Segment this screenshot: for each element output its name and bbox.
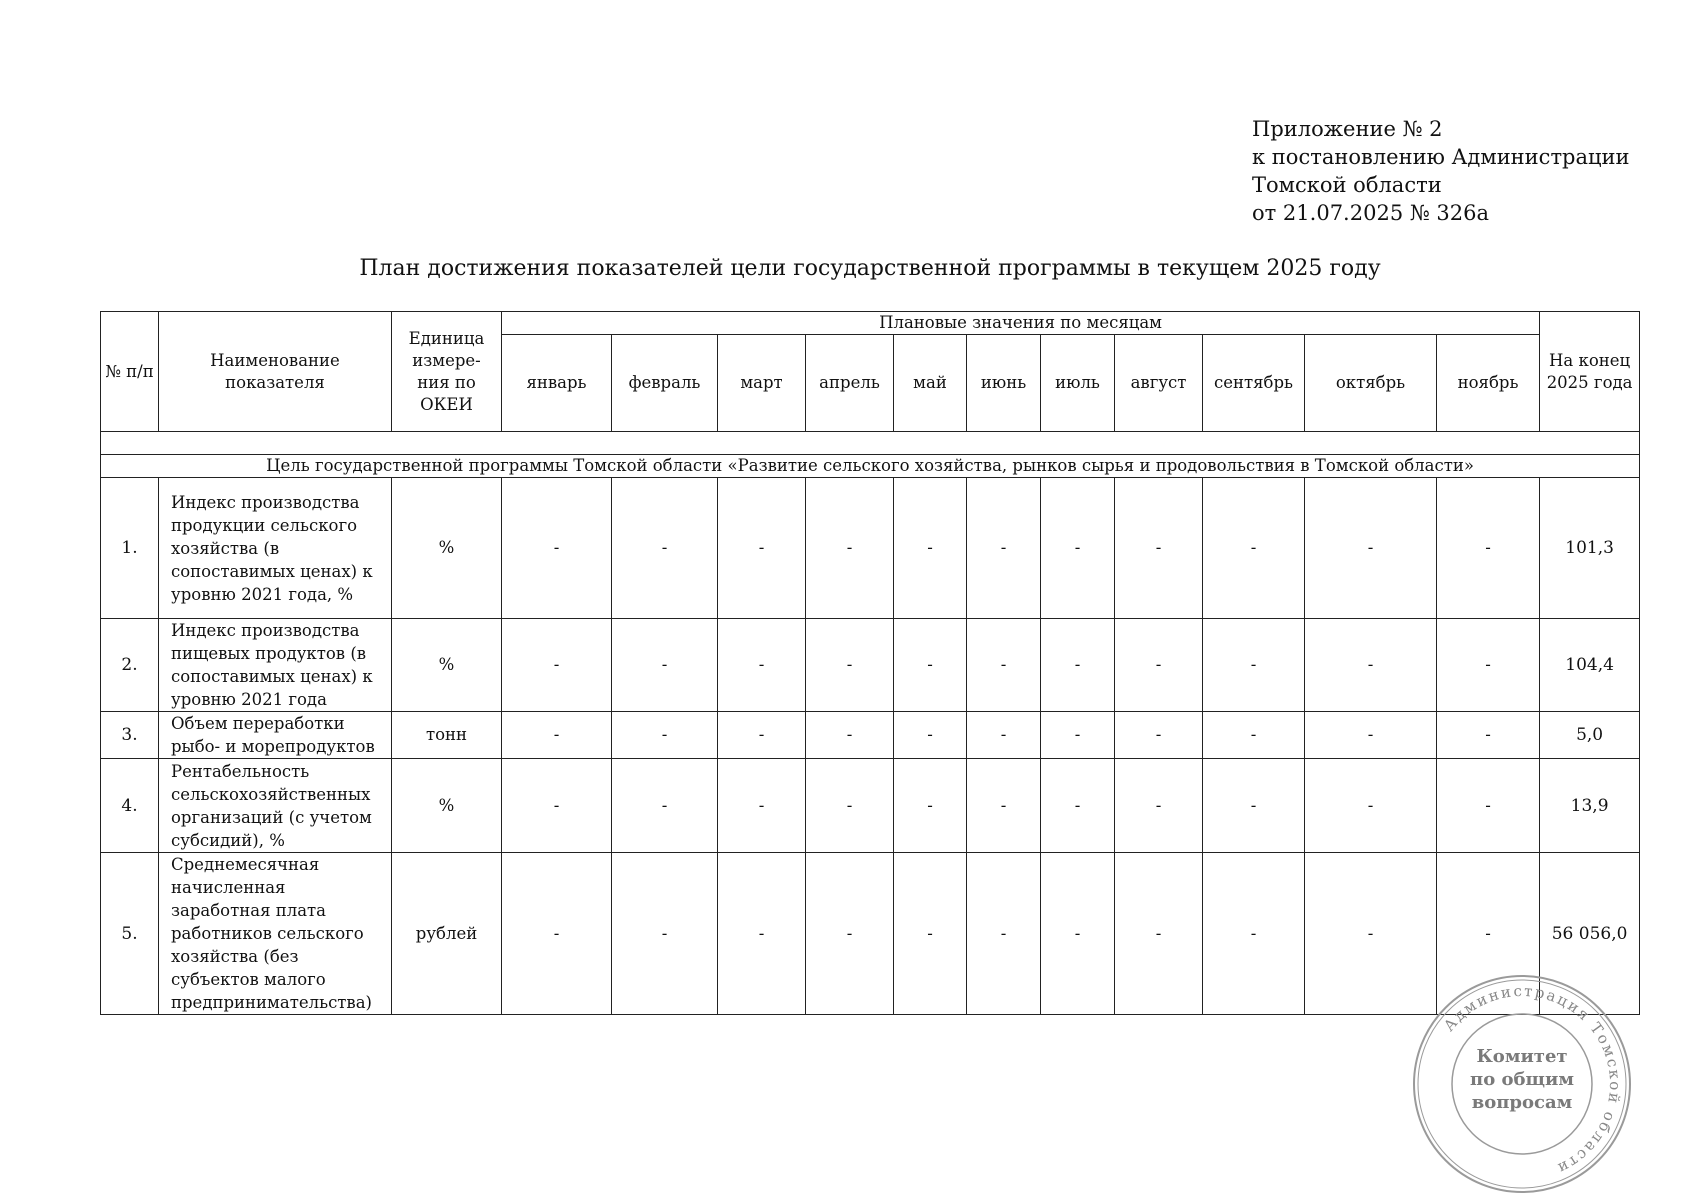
month-value: -: [967, 478, 1041, 619]
month-value: -: [1305, 853, 1437, 1015]
month-value: -: [806, 478, 894, 619]
month-value: -: [502, 478, 612, 619]
indicator-name: Индекс производства пищевых продуктов (в сопоставимых ценах) к уровню 2021 года: [159, 619, 392, 712]
table-row: [101, 619, 1640, 712]
unit-cell: %: [392, 619, 502, 712]
appendix-line: от 21.07.2025 № 326а: [1252, 201, 1489, 225]
header-monthly: Плановые значения по месяцам: [502, 312, 1540, 335]
month-value: -: [612, 478, 718, 619]
appendix-line: Приложение № 2: [1252, 117, 1443, 141]
unit-cell: %: [392, 478, 502, 619]
month-value: -: [806, 853, 894, 1015]
month-value: -: [894, 712, 967, 759]
month-value: -: [1437, 759, 1540, 853]
month-value: -: [718, 619, 806, 712]
month-value: -: [612, 853, 718, 1015]
month-value: -: [502, 759, 612, 853]
goal-text: Цель государственной программы Томской области «Развитие сельского хозяйства, рынков сырья и продовольствия в Томской области»: [101, 455, 1640, 478]
month-value: -: [1437, 619, 1540, 712]
month-value: -: [718, 478, 806, 619]
year-end-value: 56 056,0: [1540, 853, 1640, 1015]
header-month: июнь: [967, 335, 1041, 432]
header-month: апрель: [806, 335, 894, 432]
month-value: -: [718, 853, 806, 1015]
month-value: -: [718, 759, 806, 853]
header-month: август: [1115, 335, 1203, 432]
unit-cell: тонн: [392, 712, 502, 759]
unit-cell: %: [392, 759, 502, 853]
month-value: -: [1437, 853, 1540, 1015]
row-number: 2.: [101, 619, 159, 712]
month-value: -: [1115, 853, 1203, 1015]
table-row: [101, 712, 1640, 759]
table-row: [101, 759, 1640, 853]
month-value: -: [612, 759, 718, 853]
year-end-value: 101,3: [1540, 478, 1640, 619]
month-value: -: [1437, 712, 1540, 759]
month-value: -: [1203, 853, 1305, 1015]
document-title: План достижения показателей цели государственной программы в текущем 2025 году: [359, 256, 1381, 281]
plan-table: [100, 311, 1640, 1015]
header-unit: Единица измере- ния по ОКЕИ: [392, 312, 502, 432]
header-month: ноябрь: [1437, 335, 1540, 432]
month-value: -: [894, 759, 967, 853]
month-value: -: [1041, 478, 1115, 619]
header-num: № п/п: [101, 312, 159, 432]
month-value: -: [502, 712, 612, 759]
header-month: июль: [1041, 335, 1115, 432]
month-value: -: [1203, 619, 1305, 712]
month-value: -: [894, 619, 967, 712]
appendix-block: [1252, 115, 1630, 227]
indicator-name: Среднемесячная начисленная заработная плата работников сельского хозяйства (без субъектов малого предпринимательства): [159, 853, 392, 1015]
month-value: -: [1041, 712, 1115, 759]
month-value: -: [1203, 712, 1305, 759]
month-value: -: [894, 478, 967, 619]
month-value: -: [967, 853, 1041, 1015]
month-value: -: [1203, 478, 1305, 619]
row-number: 1.: [101, 478, 159, 619]
row-number: 3.: [101, 712, 159, 759]
header-end: На конец 2025 года: [1540, 312, 1640, 432]
month-value: -: [894, 853, 967, 1015]
year-end-value: 5,0: [1540, 712, 1640, 759]
year-end-value: 13,9: [1540, 759, 1640, 853]
month-value: -: [806, 759, 894, 853]
table-row: [101, 853, 1640, 1015]
month-value: -: [502, 619, 612, 712]
month-value: -: [1305, 478, 1437, 619]
appendix-line: Томской области: [1252, 173, 1442, 197]
month-value: -: [1305, 759, 1437, 853]
indicator-name: Рентабельность сельскохозяйственных организаций (с учетом субсидий), %: [159, 759, 392, 853]
header-month: сентябрь: [1203, 335, 1305, 432]
month-value: -: [1115, 478, 1203, 619]
row-number: 5.: [101, 853, 159, 1015]
month-value: -: [612, 712, 718, 759]
indicator-name: Индекс производства продукции сельского хозяйства (в сопоставимых ценах) к уровню 2021 года, %: [159, 478, 392, 619]
month-value: -: [1041, 619, 1115, 712]
month-value: -: [806, 712, 894, 759]
month-value: -: [1115, 759, 1203, 853]
stamp-line: по общим: [1470, 1069, 1574, 1090]
table-row: [101, 478, 1640, 619]
header-month: май: [894, 335, 967, 432]
header-month: январь: [502, 335, 612, 432]
header-name: Наименование показателя: [159, 312, 392, 432]
blank-row: [101, 432, 1640, 455]
stamp-line: вопросам: [1471, 1092, 1573, 1113]
table-body: [101, 478, 1640, 1015]
month-value: -: [1203, 759, 1305, 853]
month-value: -: [718, 712, 806, 759]
header-month: март: [718, 335, 806, 432]
month-value: -: [967, 712, 1041, 759]
stamp-ring-text: Администрация Томской области: [1439, 981, 1625, 1179]
year-end-value: 104,4: [1540, 619, 1640, 712]
unit-cell: рублей: [392, 853, 502, 1015]
month-value: -: [1115, 619, 1203, 712]
goal-row: [101, 455, 1640, 478]
appendix-line: к постановлению Администрации: [1252, 145, 1630, 169]
month-value: -: [1305, 712, 1437, 759]
stamp-line: Комитет: [1476, 1046, 1568, 1067]
stamp-seal: [1410, 972, 1634, 1196]
header-month: февраль: [612, 335, 718, 432]
month-value: -: [1115, 712, 1203, 759]
indicator-name: Объем переработки рыбо- и морепродуктов: [159, 712, 392, 759]
month-value: -: [967, 619, 1041, 712]
month-value: -: [612, 619, 718, 712]
month-value: -: [967, 759, 1041, 853]
row-number: 4.: [101, 759, 159, 853]
month-value: -: [1041, 759, 1115, 853]
month-value: -: [1437, 478, 1540, 619]
month-value: -: [502, 853, 612, 1015]
month-value: -: [806, 619, 894, 712]
month-value: -: [1305, 619, 1437, 712]
month-value: -: [1041, 853, 1115, 1015]
header-month: октябрь: [1305, 335, 1437, 432]
